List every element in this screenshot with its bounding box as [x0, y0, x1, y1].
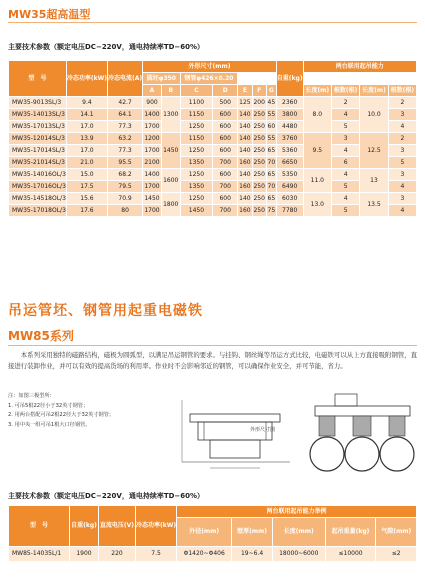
table-cell: 10.0 [360, 97, 388, 133]
table-cell: 75 [266, 205, 276, 217]
table-cell: 17.5 [66, 181, 107, 193]
table-cell: 700 [213, 205, 238, 217]
table-cell: 1700 [143, 181, 162, 193]
table-cell: 63.2 [108, 133, 143, 145]
table-cell: 1350 [180, 157, 213, 169]
table-cell: 5 [332, 121, 360, 133]
table-cell: 140 [238, 133, 252, 145]
table-cell: 600 [213, 109, 238, 121]
table-cell: 1450 [180, 205, 213, 217]
table-row [9, 193, 417, 205]
table-cell: 2360 [276, 97, 303, 109]
table-cell: 250 [252, 133, 266, 145]
cell-lift: ≤10000 [325, 547, 376, 562]
table-cell: 250 [252, 193, 266, 205]
table-cell: 1250 [180, 193, 213, 205]
table-cell: 4 [332, 193, 360, 205]
table-cell: 5360 [276, 145, 303, 157]
table-cell: 70.9 [108, 193, 143, 205]
table-cell: 9.4 [66, 97, 107, 109]
table-cell: 600 [213, 193, 238, 205]
table-cell: 5350 [276, 169, 303, 181]
table-cell: 250 [252, 145, 266, 157]
col-steel: 钢管φ426×8.20 [180, 73, 238, 85]
table-cell: 2 [388, 133, 416, 145]
cell-model: MW85-14035L/1 [9, 547, 70, 562]
table-row [9, 121, 417, 133]
col-weight: 自重(kg) [276, 61, 303, 97]
col-count: 根数(根) [388, 85, 416, 97]
table-cell: 13.0 [303, 193, 331, 217]
note-line: 2. 用两台搭配可吊2根22径大于32英寸钢管； [8, 412, 115, 418]
table-cell: 700 [213, 157, 238, 169]
table-cell: 1450 [143, 193, 162, 205]
table-cell: 45 [266, 97, 276, 109]
table-cell: 80 [108, 205, 143, 217]
col-dim-g: G [266, 85, 276, 97]
col-lift: 起吊重量(kg) [325, 518, 376, 547]
col-capacity: 两台联用起吊能力举例 [177, 506, 417, 518]
table-cell: 5 [332, 181, 360, 193]
table-cell: 70 [266, 157, 276, 169]
notes [8, 392, 114, 430]
table-cell: 250 [252, 181, 266, 193]
col-dim-e: E [238, 85, 252, 97]
table-cell: 79.5 [108, 181, 143, 193]
col-voltage: 直流电压(V) [99, 506, 136, 547]
table-cell: 12.5 [360, 133, 388, 169]
table-cell: MW35-14013SL/3 [9, 109, 67, 121]
table-cell: MW35-12014SL/3 [9, 133, 67, 145]
table-cell: 700 [213, 181, 238, 193]
series-title: MW85系列 [8, 329, 74, 343]
table-cell: 250 [252, 205, 266, 217]
divider [8, 345, 417, 346]
col-current: 冷态电流(A) [108, 61, 143, 97]
col-length: 长度(mm) [272, 518, 325, 547]
table-cell: 1700 [143, 121, 162, 133]
table-cell: 3760 [276, 133, 303, 145]
table-row [9, 157, 417, 169]
table-cell: 250 [252, 169, 266, 181]
table-cell: 3 [388, 109, 416, 121]
table-cell: 1600 [161, 169, 180, 193]
table-cell: 3 [388, 193, 416, 205]
table-cell: 2 [388, 97, 416, 109]
col-dim-f: F [252, 85, 266, 97]
params-caption: 主要技术参数（额定电压DC−220V，通电持续率TD−60%） [8, 43, 205, 51]
table-cell: MW35-17014SL/3 [9, 145, 67, 157]
cell-power: 7.5 [136, 547, 177, 562]
table-cell: 600 [213, 169, 238, 181]
table-cell: 3 [332, 133, 360, 145]
table-cell: 68.2 [108, 169, 143, 181]
table-cell: 500 [213, 97, 238, 109]
table-cell: 55 [266, 109, 276, 121]
table-cell: 17.0 [66, 121, 107, 133]
table-row [9, 97, 417, 109]
table-cell: 140 [238, 145, 252, 157]
table-row [9, 133, 417, 145]
divider [8, 22, 417, 23]
table-cell: 1250 [180, 169, 213, 181]
cell-wall: 19~6.4 [232, 547, 273, 562]
col-gap: 气隙(mm) [376, 518, 417, 547]
table-cell: 5 [388, 157, 416, 169]
table-cell: 1150 [180, 133, 213, 145]
table-cell: 3 [388, 145, 416, 157]
table-cell: 55 [266, 133, 276, 145]
table-cell: 3 [388, 169, 416, 181]
table-cell: 13 [360, 169, 388, 193]
table-cell: 13.9 [66, 133, 107, 145]
col-capacity: 两台联用起吊能力 [303, 61, 416, 73]
table-cell: 77.3 [108, 145, 143, 157]
col-power: 冷态功率(kW) [136, 506, 177, 547]
table-row [9, 169, 417, 181]
col-wall: 壁厚(mm) [232, 518, 273, 547]
col-round: 圆坯φ350 [143, 73, 180, 85]
table-cell: 140 [238, 169, 252, 181]
table-cell: 6490 [276, 181, 303, 193]
table-cell: 17.6 [66, 205, 107, 217]
mw35-spec-table [8, 60, 417, 217]
cell-weight: 1900 [70, 547, 99, 562]
table-cell: MW35-21014SL/3 [9, 157, 67, 169]
table-cell: MW35-14016OL/3 [9, 169, 67, 181]
cell-od: Φ1420~Φ406 [177, 547, 232, 562]
table-cell: MW35-17013SL/3 [9, 121, 67, 133]
intro-text: 本系列采用独特的磁路结构，磁极为圆弧型，以满足吊运钢管的要求。与挂钩、钢丝绳等吊运方式比较，电磁铁可以从上方直接吸附钢管，直接进行装卸作业，并可以有效的提高货场的利用率。作业时不会影响邻近的钢管，可以确保作业安全，并可节能，省力。 [8, 351, 418, 370]
table-cell: 77.3 [108, 121, 143, 133]
col-dim-c: C [180, 85, 213, 97]
col-od: 外径(mm) [177, 518, 232, 547]
table-cell: 200 [252, 97, 266, 109]
table-cell: 4 [332, 109, 360, 121]
table-cell: 250 [252, 109, 266, 121]
table-cell: 65 [266, 169, 276, 181]
table-cell: 42.7 [108, 97, 143, 109]
table-cell: 4 [388, 121, 416, 133]
table-cell: 70 [266, 181, 276, 193]
table-cell: 15.6 [66, 193, 107, 205]
table-cell: 1250 [180, 145, 213, 157]
table-cell: 2 [332, 97, 360, 109]
table-cell: 95.5 [108, 157, 143, 169]
table-cell: MW35-9013SL/3 [9, 97, 67, 109]
table-cell: 140 [238, 193, 252, 205]
table-cell: 125 [238, 97, 252, 109]
table-row [9, 205, 417, 217]
table-cell: 160 [238, 157, 252, 169]
table-cell: 11.0 [303, 169, 331, 193]
col-count: 根数(根) [332, 85, 360, 97]
mw85-spec-table [8, 505, 417, 562]
end-view-drawing [305, 392, 420, 482]
col-weight: 自重(kg) [70, 506, 99, 547]
table-row [9, 145, 417, 157]
table-cell: 600 [213, 145, 238, 157]
note-line: 1. 可吊5根22径小于32英寸钢管； [8, 402, 89, 409]
col-dim-b: B [161, 85, 180, 97]
table-cell: 7780 [276, 205, 303, 217]
table-cell: 17.0 [66, 145, 107, 157]
table-cell: 60 [266, 121, 276, 133]
table-cell: 1200 [143, 133, 162, 145]
table-cell: MW35-17018OL/3 [9, 205, 67, 217]
table-cell: 140 [238, 121, 252, 133]
table-cell: 1800 [161, 193, 180, 217]
table-cell: 1450 [161, 133, 180, 169]
table-cell: 900 [143, 97, 162, 109]
table-cell: 65 [266, 145, 276, 157]
note-line: 注：如图三极型所： [8, 393, 55, 399]
table-cell: 160 [238, 205, 252, 217]
table-cell: 4480 [276, 121, 303, 133]
cell-length: 18000~6000 [272, 547, 325, 562]
section-title: 吊运管坯、钢管用起重电磁铁 [8, 303, 203, 319]
note-line: 3. 用中央一组可吊1根大口径钢管。 [8, 421, 91, 428]
col-len: 长度(m) [303, 85, 331, 97]
table-cell: 3800 [276, 109, 303, 121]
table-cell: 250 [252, 121, 266, 133]
table-cell: 2100 [143, 157, 162, 169]
table-cell: 8.0 [303, 97, 331, 133]
col-power: 冷态功率(kW) [66, 61, 107, 97]
table-cell: 65 [266, 193, 276, 205]
table-cell: 1400 [143, 169, 162, 181]
col-model: 型 号 [9, 506, 70, 547]
mw35-title: MW35超高温型 [8, 8, 91, 21]
table-cell: 13.5 [360, 193, 388, 217]
cell-gap: ≤2 [376, 547, 417, 562]
side-view-drawing [180, 392, 300, 482]
col-dim-a: A [143, 85, 162, 97]
table-cell: 1300 [161, 97, 180, 133]
table-cell: 4 [332, 169, 360, 181]
table-cell: 1700 [143, 205, 162, 217]
table-cell: 1350 [180, 181, 213, 193]
col-dim-d: D [213, 85, 238, 97]
table-cell: 1400 [143, 109, 162, 121]
table-cell: 1100 [180, 97, 213, 109]
table-cell: 6650 [276, 157, 303, 169]
table-cell: 4 [332, 145, 360, 157]
diagram-label: 外形尺寸图 [250, 427, 276, 433]
col-model: 型 号 [9, 61, 67, 97]
table-cell: MW35-17016OL/3 [9, 181, 67, 193]
table-cell: 4 [388, 205, 416, 217]
table-cell: 9.5 [303, 133, 331, 169]
table-cell: 14.1 [66, 109, 107, 121]
cell-voltage: 220 [99, 547, 136, 562]
outline-diagram [180, 392, 420, 482]
table-cell: 250 [252, 157, 266, 169]
table-cell: 21.0 [66, 157, 107, 169]
table-cell: 140 [238, 109, 252, 121]
table-row [9, 109, 417, 121]
params-caption: 主要技术参数（额定电压DC−220V，通电持续率TD−60%） [8, 492, 205, 500]
table-cell: 6030 [276, 193, 303, 205]
table-cell: 6 [332, 157, 360, 169]
table-cell: 160 [238, 181, 252, 193]
table-cell: MW35-14518OL/3 [9, 193, 67, 205]
table-cell: 5 [332, 205, 360, 217]
table-cell: 4 [388, 181, 416, 193]
col-len: 长度(m) [360, 85, 388, 97]
table-cell: 600 [213, 133, 238, 145]
table-cell: 1150 [180, 109, 213, 121]
table-cell: 15.0 [66, 169, 107, 181]
table-cell: 1700 [143, 145, 162, 157]
table-row [9, 181, 417, 193]
table-cell: 600 [213, 121, 238, 133]
table-cell: 64.1 [108, 109, 143, 121]
col-dims: 外形尺寸(mm) [143, 61, 277, 73]
table-cell: 1250 [180, 121, 213, 133]
